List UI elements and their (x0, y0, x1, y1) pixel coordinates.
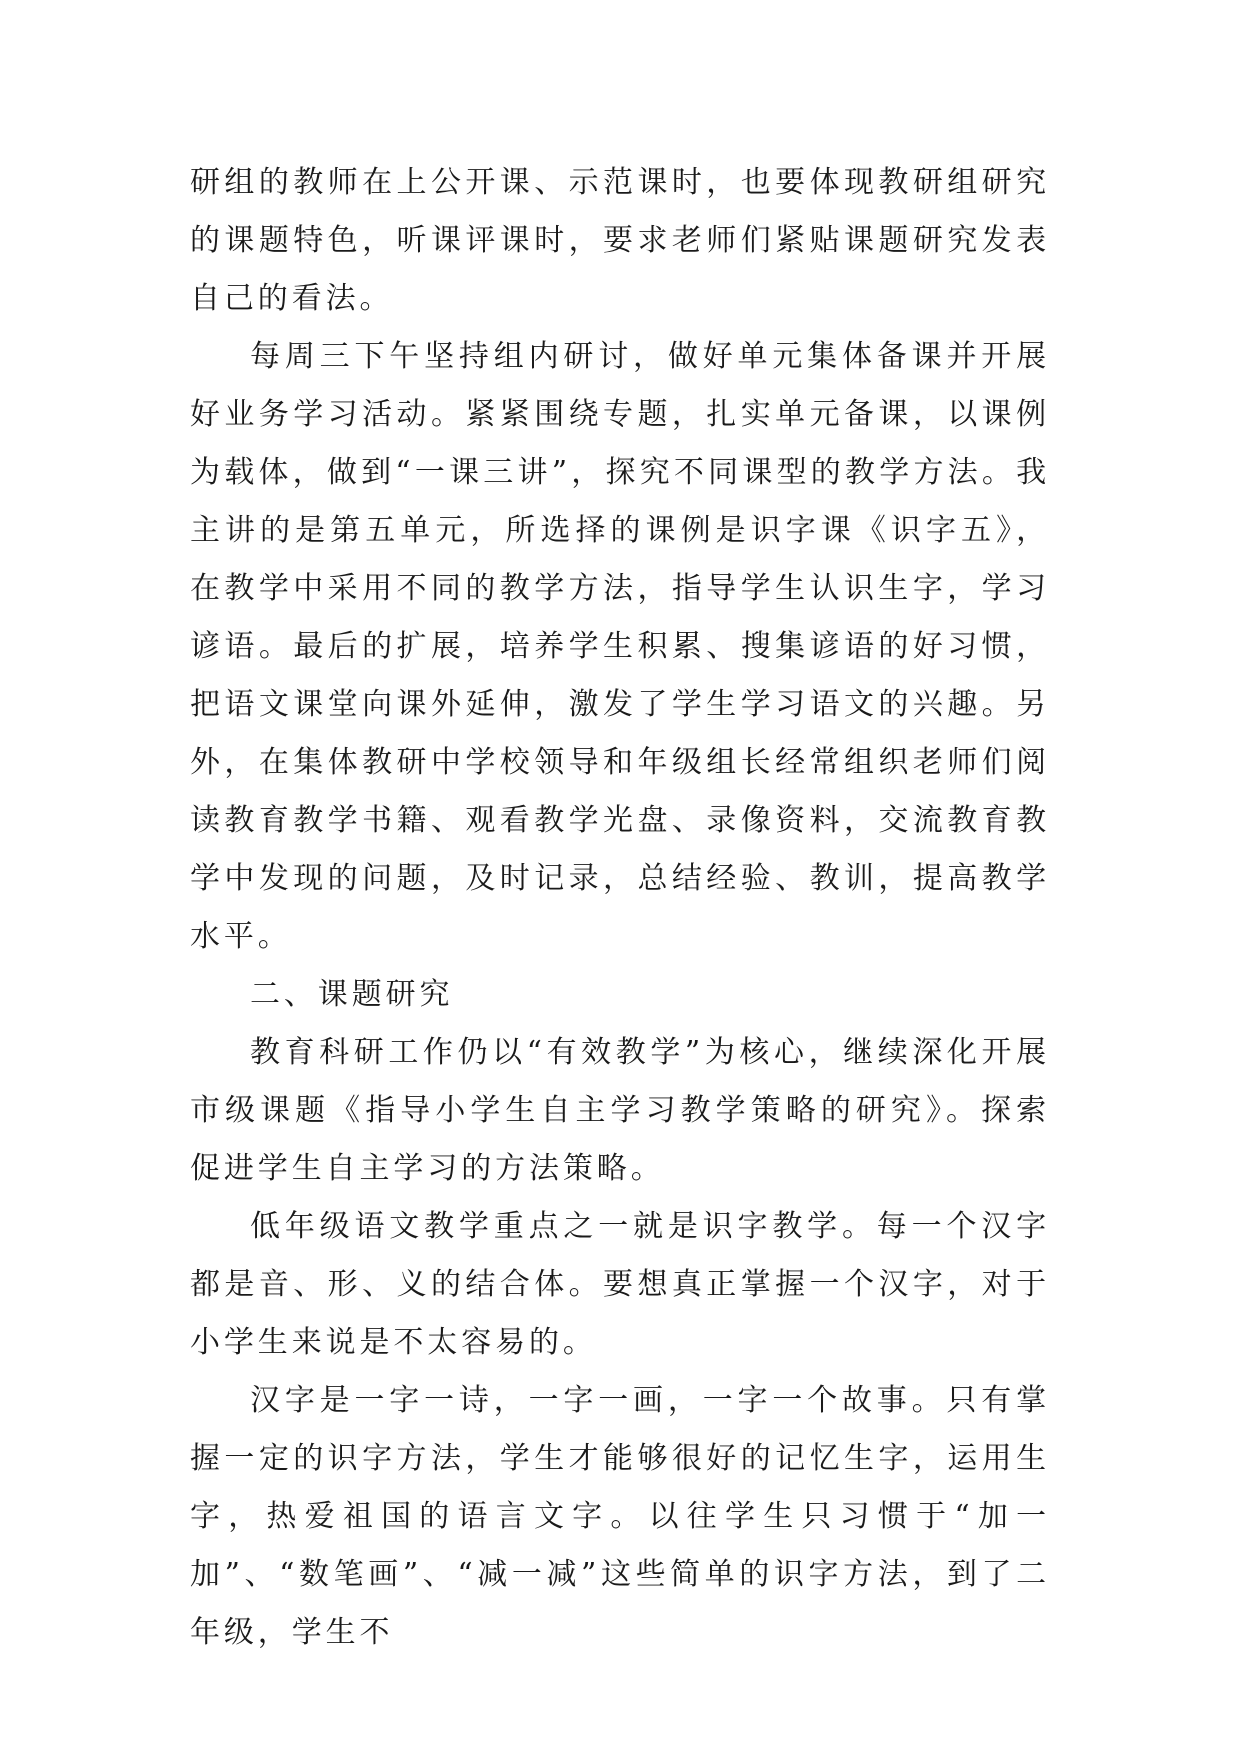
paragraph-collective-lesson-prep: 每周三下午坚持组内研讨，做好单元集体备课并开展好业务学习活动。紧紧围绕专题，扎实单元备课，以课例为载体，做到“一课三讲”，探究不同课型的教学方法。我主讲的是第五单元，所选择的课例是识字课《识字五》，在教学中采用不同的教学方法，指导学生认识生字，学习谚语。最后的扩展，培养学生积累、搜集谚语的好习惯，把语文课堂向课外延伸，激发了学生学习语文的兴趣。另外，在集体教研中学校领导和年级组长经常组织老师们阅读教育教学书籍、观看教学光盘、录像资料，交流教育教学中发现的问题，及时记录，总结经验、教训，提高教学水平。 (190, 339, 1050, 954)
paragraph-continuation: 研组的教师在上公开课、示范课时，也要体现教研组研究的课题特色，听课评课时，要求老师们紧贴课题研究发表自己的看法。 (190, 165, 1050, 316)
section-heading-topic-research: 二、课题研究 (250, 977, 454, 1012)
paragraph-character-methods: 汉字是一字一诗，一字一画，一字一个故事。只有掌握一定的识字方法，学生才能够很好的记忆生字，运用生字，热爱祖国的语言文字。以往学生只习惯于“加一加”、“数笔画”、“减一减”这些简单的识字方法，到了二年级，学生不 (190, 1383, 1050, 1650)
document-body (190, 154, 1050, 1662)
paragraph-literacy-teaching: 低年级语文教学重点之一就是识字教学。每一个汉字都是音、形、义的结合体。要想真正掌握一个汉字，对于小学生来说是不太容易的。 (190, 1209, 1050, 1360)
paragraph-research-focus: 教育科研工作仍以“有效教学”为核心，继续深化开展市级课题《指导小学生自主学习教学策略的研究》。探索促进学生自主学习的方法策略。 (190, 1035, 1050, 1186)
